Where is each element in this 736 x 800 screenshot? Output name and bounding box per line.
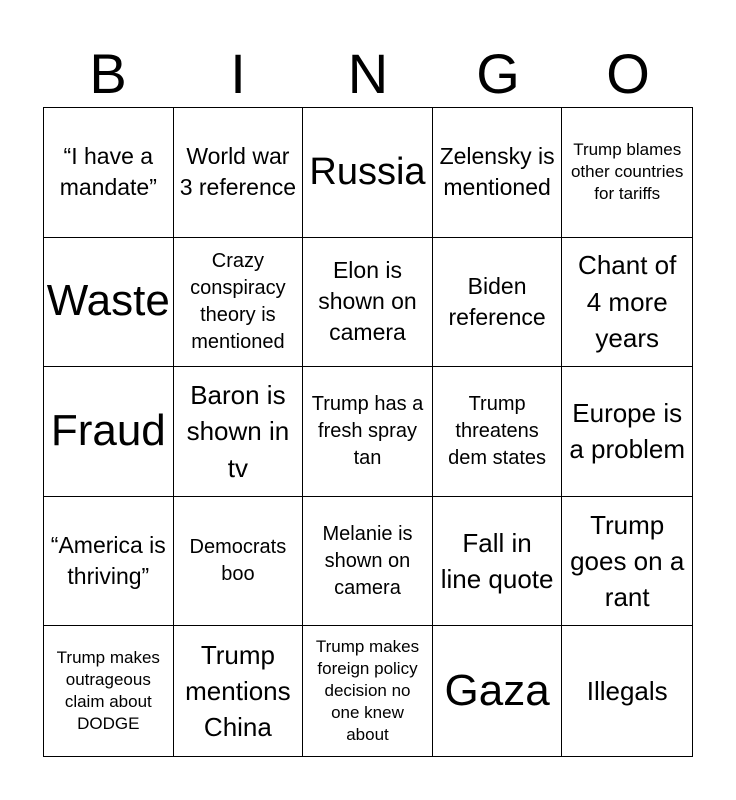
bingo-board <box>43 107 693 757</box>
bingo-cell-r4c4[interactable]: Fall in line quote <box>433 497 563 627</box>
bingo-cell-r3c4[interactable]: Trump threatens dem states <box>433 367 563 497</box>
bingo-cell-r3c2[interactable]: Baron is shown in tv <box>174 367 304 497</box>
header-letter-b: B <box>89 42 127 105</box>
bingo-cell-r4c1[interactable]: “America is thriving” <box>44 497 174 627</box>
header-letter-n: N <box>347 42 389 105</box>
bingo-cell-r5c2[interactable]: Trump mentions China <box>174 626 304 756</box>
bingo-cell-r5c3[interactable]: Trump makes foreign policy decision no one knew about <box>303 626 433 756</box>
bingo-cell-r1c5[interactable]: Trump blames other countries for tariffs <box>562 108 692 238</box>
bingo-cell-r2c4[interactable]: Biden reference <box>433 238 563 368</box>
bingo-cell-r1c4[interactable]: Zelensky is mentioned <box>433 108 563 238</box>
bingo-cell-r5c4[interactable]: Gaza <box>433 626 563 756</box>
bingo-cell-r4c2[interactable]: Democrats boo <box>174 497 304 627</box>
bingo-cell-r2c1[interactable]: Waste <box>44 238 174 368</box>
header-letter-g: G <box>476 42 520 105</box>
bingo-cell-r2c3[interactable]: Elon is shown on camera <box>303 238 433 368</box>
bingo-cell-r4c3[interactable]: Melanie is shown on camera <box>303 497 433 627</box>
bingo-cell-r5c5[interactable]: Illegals <box>586 676 668 706</box>
bingo-cell-r1c1[interactable]: “I have a mandate” <box>44 108 174 238</box>
bingo-cell-r1c3[interactable]: Russia <box>303 108 433 238</box>
bingo-cell-r3c5[interactable]: Europe is a problem <box>562 367 692 497</box>
bingo-header <box>43 38 693 110</box>
bingo-cell-r4c5[interactable]: Trump goes on a rant <box>562 497 692 627</box>
bingo-cell-r2c5[interactable]: Chant of 4 more years <box>562 238 692 368</box>
bingo-cell-r2c2[interactable]: Crazy conspiracy theory is mentioned <box>174 238 304 368</box>
header-letter-i: I <box>230 42 246 105</box>
bingo-cell-r5c1[interactable]: Trump makes outrageous claim about DODGE <box>44 626 174 756</box>
bingo-cell-r3c1[interactable]: Fraud <box>44 367 174 497</box>
bingo-cell-r1c2[interactable]: World war 3 reference <box>174 108 304 238</box>
header-letter-o: O <box>606 42 650 105</box>
bingo-cell-r3c3[interactable]: Trump has a fresh spray tan <box>303 367 433 497</box>
